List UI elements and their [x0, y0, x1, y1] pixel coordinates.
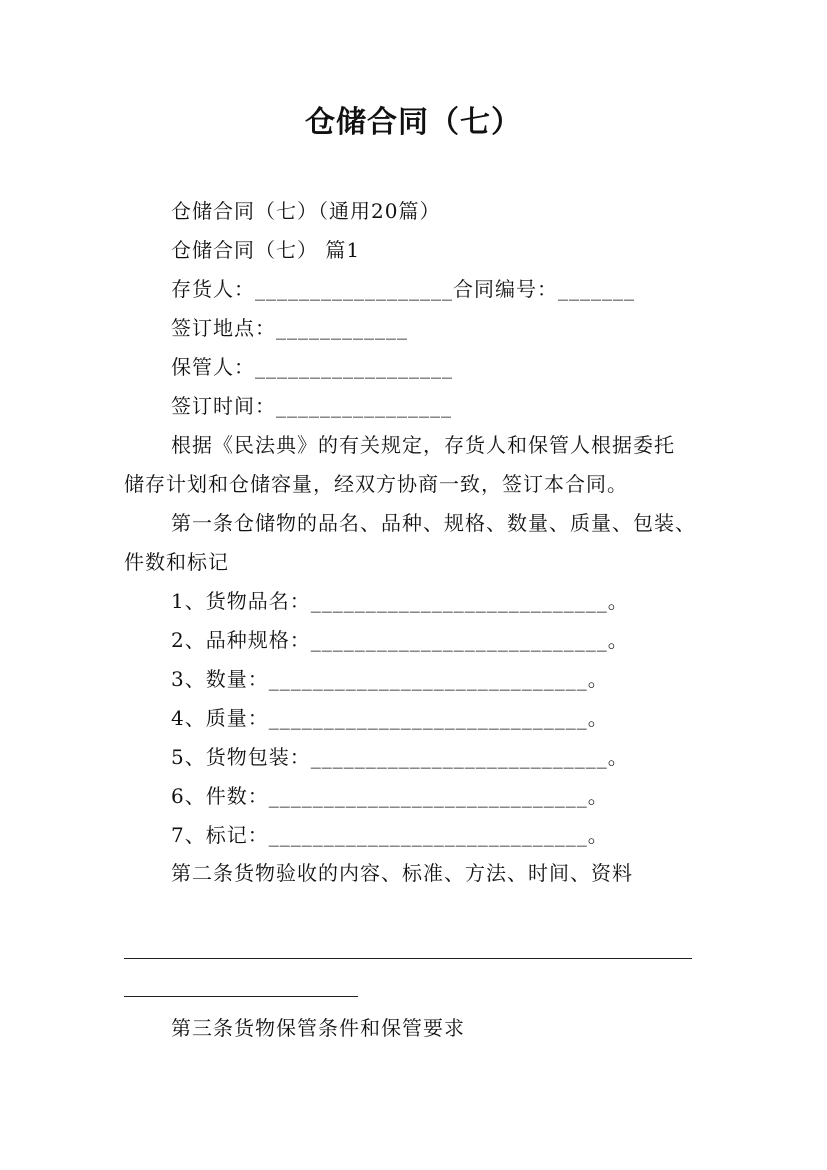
article-heading: 第三条货物保管条件和保管要求 — [171, 1016, 465, 1040]
document-title: 仓储合同（七） — [305, 105, 522, 140]
list-item: 3、数量：_____________________________。 — [171, 667, 609, 691]
subtitle-line: 仓储合同（七）（通用20篇） — [171, 199, 441, 223]
list-item: 5、货物包装：___________________________。 — [171, 745, 629, 769]
list-item: 4、质量：_____________________________。 — [171, 706, 609, 730]
list-item: 2、品种规格：___________________________。 — [171, 628, 629, 652]
list-item: 7、标记：_____________________________。 — [171, 823, 609, 847]
signing-place-field: 签订地点：____________ — [171, 316, 408, 340]
fill-in-line — [124, 996, 358, 997]
depositor-field: 存货人：__________________合同编号：_______ — [171, 277, 635, 301]
custodian-field: 保管人：__________________ — [171, 355, 453, 379]
list-item: 6、件数：_____________________________。 — [171, 784, 609, 808]
fill-in-line — [124, 958, 692, 959]
list-item: 1、货物品名：___________________________。 — [171, 589, 629, 613]
paragraph-line: 储存计划和仓储容量，经双方协商一致，签订本合同。 — [124, 472, 628, 496]
article-heading: 第一条仓储物的品名、品种、规格、数量、质量、包装、 — [171, 511, 696, 535]
article-heading-continued: 件数和标记 — [124, 550, 229, 574]
signing-time-field: 签订时间：________________ — [171, 394, 452, 418]
paragraph-line: 根据《民法典》的有关规定，存货人和保管人根据委托 — [171, 433, 675, 457]
section-heading: 仓储合同（七） 篇1 — [171, 238, 361, 262]
article-heading: 第二条货物验收的内容、标准、方法、时间、资料 — [171, 861, 633, 885]
